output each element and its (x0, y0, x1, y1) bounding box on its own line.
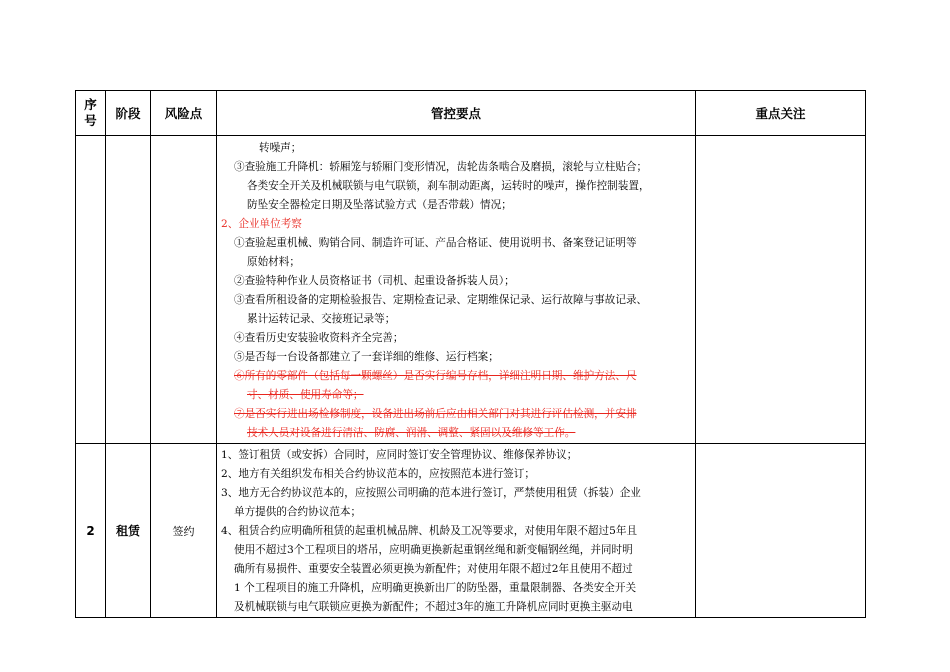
row2-control (217, 444, 696, 618)
text-line: ③查看所租设备的定期检验报告、定期检查记录、定期维保记录、运行故障与事故记录、 (234, 294, 648, 306)
text-line: 累计运转记录、交接班记录等； (247, 313, 396, 325)
row1-stage (106, 136, 151, 444)
row1-risk (151, 136, 217, 444)
text-line: 3、地方无合约协议范本的，应按照公司明确的范本进行签订，严禁使用租赁（拆装）企业 (221, 487, 641, 499)
header-focus: 重点关注 (696, 91, 866, 136)
row1-focus (696, 136, 866, 444)
text-line: 单方提供的合约协议范本； (234, 506, 362, 518)
text-line: ②查验特种作业人员资格证书（司机、起重设备拆装人员）； (234, 275, 515, 287)
row2-stage: 租赁 (106, 444, 151, 618)
text-line: 2、企业单位考察 (221, 218, 302, 230)
risk-control-table (75, 90, 866, 618)
header-control: 管控要点 (217, 91, 696, 136)
row2-focus (696, 444, 866, 618)
text-line: 使用不超过3个工程项目的塔吊，应明确更换新起重钢丝绳和新变幅钢丝绳，并同时明 (234, 544, 633, 556)
row1-control (217, 136, 696, 444)
text-line: 2、地方有关组织发布相关合约协议范本的，应按照范本进行签订； (221, 468, 535, 480)
text-line: ③查验施工升降机：轿厢笼与轿厢门变形情况，齿轮齿条啮合及磨损，滚轮与立柱贴合； (234, 161, 648, 173)
text-line: ①查验起重机械、购销合同、制造许可证、产品合格证、使用说明书、备案登记证明等 (234, 237, 637, 249)
header-seq-line2: 号 (84, 113, 97, 128)
text-line: 各类安全开关及机械联锁与电气联锁，刹车制动距离，运转时的噪声，操作控制装置， (247, 180, 650, 192)
row2-seq: 2 (76, 444, 106, 618)
header-row (76, 91, 866, 136)
table-row (76, 444, 866, 618)
text-line: 确所有易损件、重要安全装置必须更换为新配件；对使用年限不超过2年且使用不超过 (234, 563, 633, 575)
text-line: 技术人员对设备进行清洁、防腐、润滑、调整、紧固以及维修等工作。 (247, 427, 576, 439)
text-line: ④查看历史安装验收资料齐全完善； (234, 332, 404, 344)
text-line: 及机械联锁与电气联锁应更换为新配件；不超过3年的施工升降机应同时更换主驱动电 (234, 601, 633, 613)
text-line: 寸、材质、使用寿命等； (247, 389, 364, 401)
text-line: ⑤是否每一台设备都建立了一套详细的维修、运行档案； (234, 351, 499, 363)
text-line: 1 个工程项目的施工升降机，应明确更换新出厂的防坠器，重量限制器、各类安全开关 (234, 582, 637, 594)
text-line: ⑥所有的零部件（包括每一颗螺丝）是否实行编号存档，详细注明日期、维护方法、尺 (234, 370, 637, 382)
text-line: 防坠安全器检定日期及坠落试验方式（是否带载）情况； (247, 199, 512, 211)
text-line: 1、签订租赁（或安拆）合同时，应同时签订安全管理协议、维修保养协议； (221, 449, 578, 461)
row1-seq (76, 136, 106, 444)
header-seq (76, 91, 106, 136)
text-line: 4、租赁合约应明确所租赁的起重机械品牌、机龄及工况等要求，对使用年限不超过5年且 (221, 525, 638, 537)
row2-risk: 签约 (151, 444, 217, 618)
header-seq-line1: 序 (84, 97, 97, 112)
text-line: 原始材料； (247, 256, 300, 268)
header-risk: 风险点 (151, 91, 217, 136)
header-stage: 阶段 (106, 91, 151, 136)
text-line: 转噪声； (259, 142, 302, 154)
text-line: ⑦是否实行进出场检修制度，设备进出场前后应由相关部门对其进行评估检测，并安排 (234, 408, 637, 420)
table-row (76, 136, 866, 444)
